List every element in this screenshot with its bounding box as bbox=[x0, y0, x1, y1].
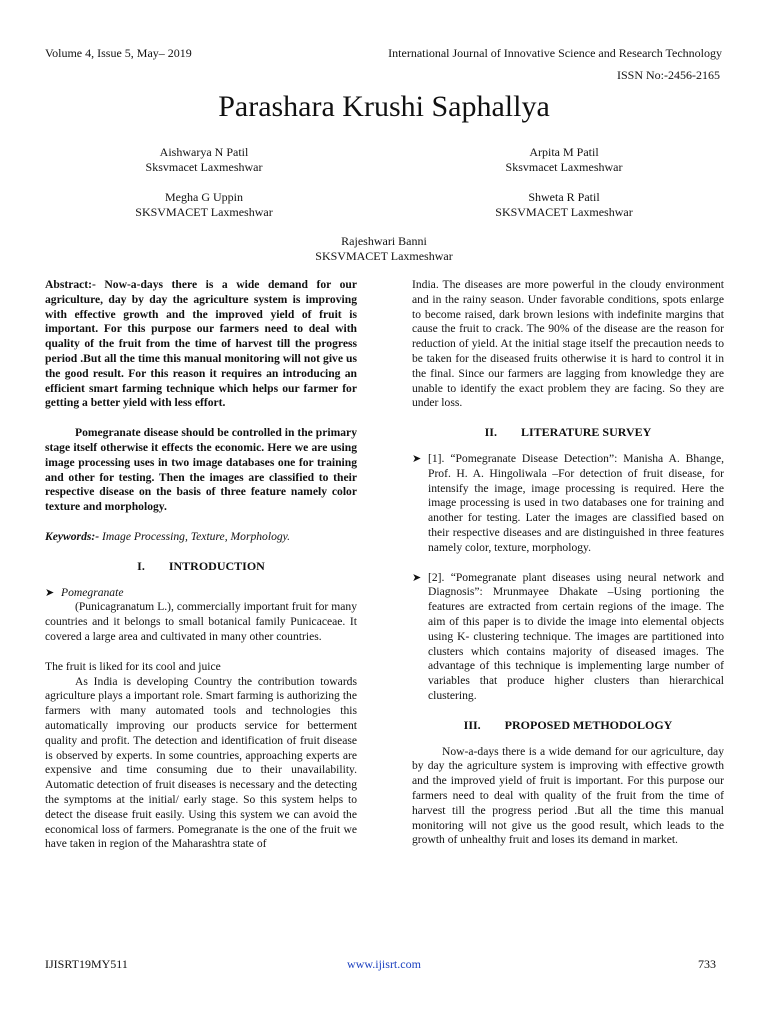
author-name: Rajeshwari Banni bbox=[341, 234, 427, 248]
arrow-right-icon: ➤ bbox=[45, 586, 55, 599]
author-name: Arpita M Patil bbox=[529, 145, 599, 159]
author-affiliation: Sksvmacet Laxmeshwar bbox=[145, 160, 263, 174]
author-block bbox=[424, 145, 704, 175]
keywords-value: Image Processing, Texture, Morphology. bbox=[102, 529, 291, 543]
journal-link[interactable]: www.ijisrt.com bbox=[347, 957, 421, 971]
right-column bbox=[412, 278, 724, 848]
literature-text: [2]. “Pomegranate plant diseases using neural network and Diagnosis”: Mrunmayee Dhakate –Using portioning the features are extracted from certain regions of the image. The aim of this paper is to divide the image into elemental objects using K- clustering technique. The images are partitioned into clusters which contains majority of diseased images. The advantage of this technique is implementing large number of variables that produce higher clusters than hierarchical clustering. bbox=[428, 570, 724, 702]
section-heading-introduction: I. INTRODUCTION bbox=[137, 558, 265, 573]
author-affiliation: SKSVMACET Laxmeshwar bbox=[495, 205, 633, 219]
author-name: Aishwarya N Patil bbox=[159, 145, 249, 159]
intro-fruit-liked: The fruit is liked for its cool and juice bbox=[45, 659, 221, 673]
section-heading-literature: II. LITERATURE SURVEY bbox=[484, 425, 652, 440]
author-block bbox=[64, 145, 344, 175]
author-block bbox=[244, 234, 524, 264]
bullet-item bbox=[45, 586, 357, 601]
author-affiliation: SKSVMACET Laxmeshwar bbox=[315, 249, 453, 263]
page-number: 733 bbox=[698, 957, 716, 971]
literature-text: [1]. “Pomegranate Disease Detection”: Manisha A. Bhange, Prof. H. A. Hingoliwala –For detection of fruit disease, for intensify the image, image processing is required. Here the image processing is used in two databases one for training and another for testing. Later the images are classified based on their respective diseases and are distinguished in three features namely color, texture, morphology. bbox=[428, 451, 724, 554]
keywords-label: Keywords:- bbox=[45, 529, 100, 543]
author-name: Megha G Uppin bbox=[165, 190, 243, 204]
issn: ISSN No:-2456-2165 bbox=[616, 68, 720, 82]
methodology-text: Now-a-days there is a wide demand for our agriculture, day by day the agriculture system is improving with effective growth and the improved yield of fruit is important. For this purpose our farmers need to deal with quality of the fruit from the time of harvest till the progress period .But all the time this manual monitoring will not give us the good result, which leads to the growth of unhealthy fruit and loses its demand in market. bbox=[412, 744, 724, 847]
author-block bbox=[64, 190, 344, 220]
author-affiliation: SKSVMACET Laxmeshwar bbox=[135, 205, 273, 219]
bullet-title: Pomegranate bbox=[61, 585, 124, 599]
arrow-right-icon: ➤ bbox=[412, 452, 422, 465]
arrow-right-icon: ➤ bbox=[412, 571, 422, 584]
author-affiliation: Sksvmacet Laxmeshwar bbox=[505, 160, 623, 174]
intro-pomegranate-text: (Punicagranatum L.), commercially important fruit for many countries and it belongs to small botanical family Punicaceae. It covered a large area and cultivated in many other countries. bbox=[45, 600, 357, 643]
volume-issue: Volume 4, Issue 5, May– 2019 bbox=[45, 46, 192, 60]
section-heading-methodology: III. PROPOSED METHODOLOGY bbox=[463, 717, 673, 732]
literature-item bbox=[412, 571, 724, 704]
intro-paragraph: As India is developing Country the contribution towards agriculture plays a important role. Smart farming is authorizing the farmers with many automated tools and technologies this automatically improving our products service for betterment quality and profit. The detection and identification of fruit disease is observed by experts. In some countries, approaching experts are expensive and time consuming due to their unavailability. Automatic detection of fruit diseases is necessary and the detecting the symptoms at the initial/ early stage. So this system helps to detect the disease fruit easily. Using this system we can avoid the economical loss of farmers. Pomegranate is the one of the fruit we have taken in region of the Maharashtra state of bbox=[45, 674, 357, 851]
author-name: Shweta R Patil bbox=[528, 190, 600, 204]
left-column bbox=[45, 278, 357, 852]
author-block bbox=[424, 190, 704, 220]
abstract: Abstract:- Now-a-days there is a wide demand for our agriculture, day by day the agriculture system is improving with effective growth and the improved yield of fruit is important. For this purpose our farmers need to deal with quality of the fruit from the time of harvest till the progress period .But all the time this manual monitoring will not give us the good result. For this reason it requires an introducing an efficient smart farming technique which helps our farmer for getting a better yield with less effort. bbox=[45, 278, 357, 410]
abstract-continued: Pomegranate disease should be controlled in the primary stage itself otherwise it effects the economic. Here we are using image processing uses in two image databases one for training and other for testing. Then the images are classified to their respective disease on the basis of three feature namely color texture and morphology. bbox=[45, 426, 357, 514]
keywords bbox=[45, 530, 357, 545]
paper-id: IJISRT19MY511 bbox=[45, 957, 128, 971]
intro-continued: India. The diseases are more powerful in the cloudy environment and in the rainy season. Under favorable conditions, spots enlarge to become raised, dark brown lesions with indefinite margins that cause the fruit to crack. The 90% of the disease are the reason for reduction of yield. At the initial stage itself the precaution needs to be taken for the diseased fruits otherwise it is hard to control it in the final. Since our farmers are lagging from knowledge they are unable to identify the exact problem they are facing. So they are under loss. bbox=[412, 278, 724, 410]
journal-name: International Journal of Innovative Science and Research Technology bbox=[388, 46, 722, 60]
literature-item bbox=[412, 452, 724, 556]
paper-title: Parashara Krushi Saphallya bbox=[218, 90, 550, 123]
